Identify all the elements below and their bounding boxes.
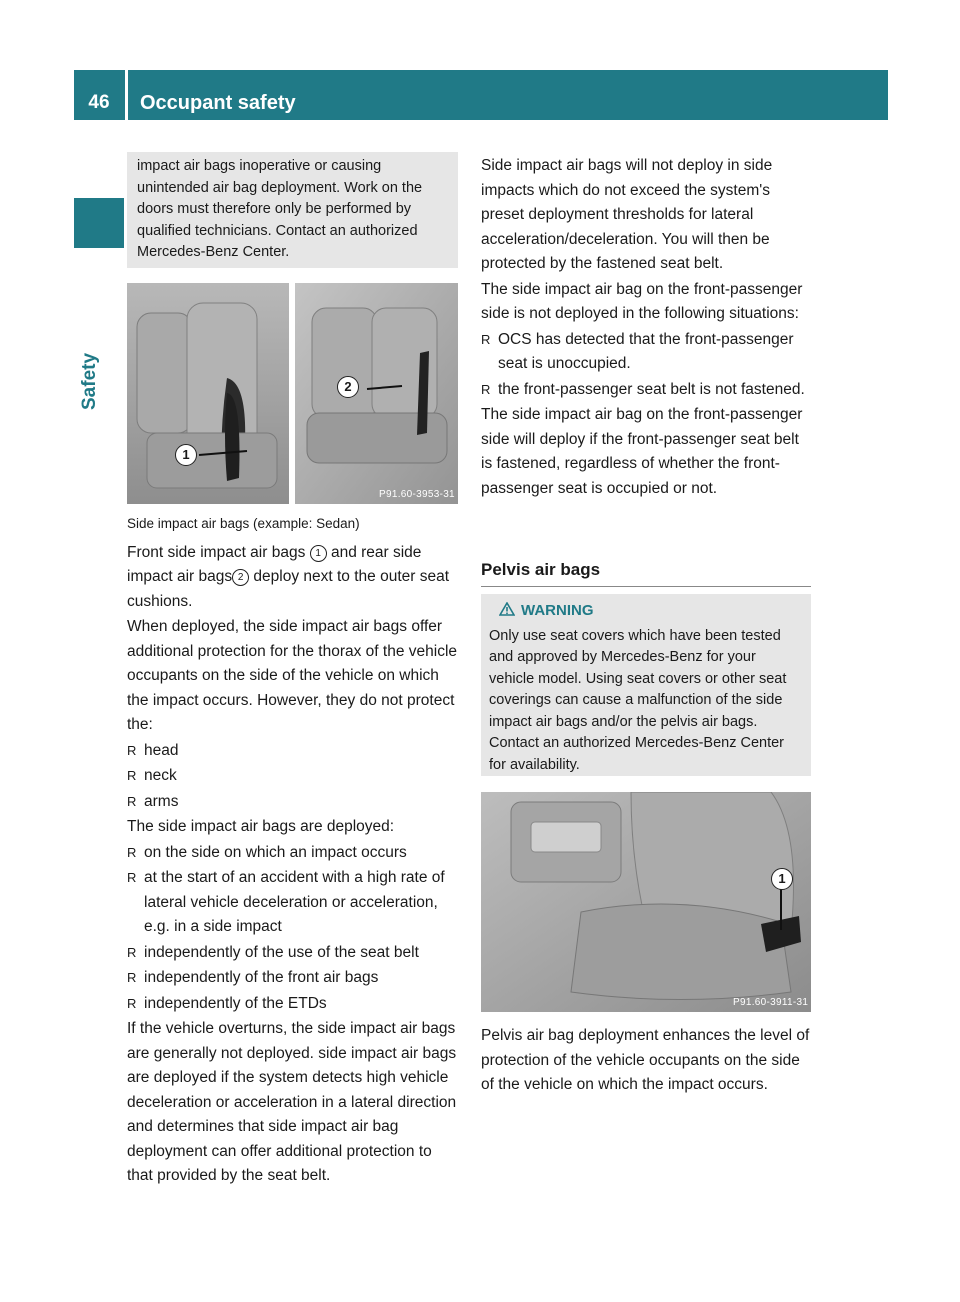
figure-code: P91.60-3953-31 xyxy=(379,489,455,500)
text-run: deploy next to the outer seat cushions. xyxy=(127,568,450,610)
list-item xyxy=(127,790,460,815)
side-airbag-photo xyxy=(127,283,458,504)
figure-caption: Side impact air bags (example: Sedan) xyxy=(127,516,360,531)
list-item xyxy=(481,378,814,403)
list-item xyxy=(127,764,460,789)
left-column xyxy=(127,512,460,1190)
figure-code: P91.60-3911-31 xyxy=(733,997,809,1008)
warning-header xyxy=(489,600,803,622)
list-item xyxy=(127,966,460,991)
list-item-text: independently of the ETDs xyxy=(144,994,327,1012)
bullet-icon: R xyxy=(127,970,137,985)
paragraph xyxy=(127,541,460,615)
bullet-icon: R xyxy=(127,995,137,1011)
rear-seats-illustration xyxy=(127,283,458,504)
bullet-icon: R xyxy=(127,742,137,758)
pelvis-airbag-photo xyxy=(481,792,811,1012)
bullet-icon: R xyxy=(127,870,137,885)
list-item-text: neck xyxy=(144,767,177,784)
list-item xyxy=(127,992,460,1017)
list-item-text: arms xyxy=(144,792,179,810)
paragraph: The side impact air bag on the front-passenger side is not deployed in the following situations: xyxy=(481,280,803,322)
callout-1: 1 xyxy=(175,444,197,466)
list-item-text: independently of the front air bags xyxy=(144,969,379,986)
warning-text: Only use seat covers which have been tested and approved by Mercedes-Benz for your vehicle model. Using seat covers or other seat coverings can cause a malfunction of the side impact air bags and/or the pelvis air bags. Contact an authorized Mercedes-Benz Center for availability. xyxy=(489,627,787,773)
text-run: and rear side impact air bags xyxy=(127,543,422,585)
section-heading: Pelvis air bags xyxy=(481,560,811,587)
warning-box xyxy=(481,594,811,776)
warning-triangle-icon xyxy=(499,602,515,616)
ref-2-icon: 2 xyxy=(232,569,249,586)
bullet-icon: R xyxy=(127,793,137,809)
note-text: impact air bags inoperative or causing unintended air bag deployment. Work on the doors must therefore only be performed by qualified technicians. Contact an authorized Mercedes-Benz Center. xyxy=(137,158,423,260)
section-tab-marker xyxy=(74,198,124,248)
list-item-text: OCS has detected that the front-passenger seat is unoccupied. xyxy=(498,330,794,372)
text-run: Front side impact air bags xyxy=(127,543,310,561)
front-seat-illustration xyxy=(481,792,811,1012)
list-item xyxy=(127,739,460,764)
paragraph: Side impact air bags will not deploy in side impacts which do not exceed the system's preset deployment thresholds for lateral acceleration/deceleration. You will then be protected by the fastened seat belt. xyxy=(481,157,773,272)
note-box xyxy=(127,152,458,268)
header-divider xyxy=(125,70,128,120)
bullet-icon: R xyxy=(481,331,491,347)
right-column-top xyxy=(481,154,814,502)
paragraph: If the vehicle overturns, the side impact air bags are generally not deployed. side impact air bags are deployed if the system detects high vehicle deceleration or acceleration in a lateral direction and determines that side impact air bag deployment can offer additional protection to that provided by the seat belt. xyxy=(127,1020,457,1184)
list-item-text: the front-passenger seat belt is not fastened. xyxy=(498,380,805,398)
page-title: Occupant safety xyxy=(140,92,296,114)
paragraph: The side impact air bag on the front-passenger side will deploy if the front-passenger seat belt is fastened, regardless of whether the front-passenger seat is occupied or not. xyxy=(481,406,803,497)
bullet-icon: R xyxy=(127,768,137,783)
callout-2: 2 xyxy=(337,376,359,398)
bullet-icon: R xyxy=(127,944,137,960)
ref-1-icon: 1 xyxy=(310,545,327,562)
paragraph: Pelvis air bag deployment enhances the level of protection of the vehicle occupants on the side of the vehicle on which the impact occurs. xyxy=(481,1027,810,1093)
right-column-bottom xyxy=(481,1024,814,1099)
list-item-text: on the side on which an impact occurs xyxy=(144,843,407,861)
page-number: 46 xyxy=(88,92,110,113)
paragraph: When deployed, the side impact air bags offer additional protection for the thorax of the vehicle occupants on the side of the vehicle on which the impact occurs. However, they do not protect the: xyxy=(127,618,458,733)
list-item-text: head xyxy=(144,741,179,759)
list-item-text: at the start of an accident with a high rate of lateral vehicle deceleration or acceleration, e.g. in a side impact xyxy=(144,869,445,935)
list-item xyxy=(127,866,460,940)
bullet-icon: R xyxy=(481,381,491,397)
section-tab-label: Safety xyxy=(79,352,100,410)
list-item-text: independently of the use of the seat belt xyxy=(144,943,419,961)
bullet-icon: R xyxy=(127,844,137,860)
list-item xyxy=(127,941,460,966)
list-item xyxy=(481,328,814,377)
list-item xyxy=(127,841,460,866)
warning-title: WARNING xyxy=(521,602,594,619)
callout-1: 1 xyxy=(771,868,793,890)
paragraph: The side impact air bags are deployed: xyxy=(127,818,395,835)
